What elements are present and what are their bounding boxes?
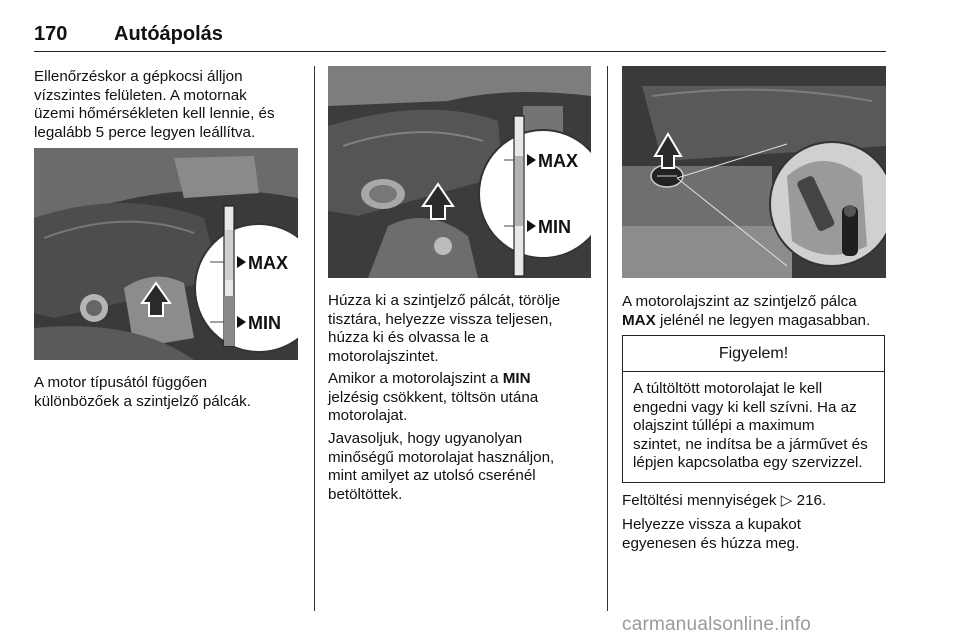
min-paragraph: Amikor a motorolajszint a MIN jelzésig csökkent, töltsön utána motorolajat.	[328, 370, 539, 425]
page-ref-arrow-icon: ▷	[780, 492, 793, 509]
warning-title: Figyelem!	[623, 336, 884, 372]
page-reference-link[interactable]: 216.	[796, 492, 827, 509]
intro-paragraph: Ellenőrzéskor a gépkocsi álljon vízszintes felületen. A motornak üzemi hőmérsékleten kell lennie, és legalább 5 perce legyen leállítva.	[34, 68, 275, 141]
column-divider-1	[314, 66, 315, 611]
fill-quantity-paragraph: Feltöltési mennyiségek ▷ 216.	[622, 492, 827, 509]
watermark: carmanualsonline.info	[622, 614, 812, 635]
min-label: MIN	[538, 217, 571, 237]
max-paragraph: A motorolajszint az szintjelző pálca MAX jelénél ne legyen magasabban.	[622, 293, 871, 329]
cap-paragraph: Helyezze vissza a kupakot egyenesen és húzza meg.	[622, 516, 801, 552]
warning-body: A túltöltött motorolajat le kell engedni vagy ki kell szívni. Ha az olajszint túllépi a maximum szintet, ne indítsa be a járművet és lépjen kapcsolatba egy szervizzel.	[633, 380, 868, 472]
min-emphasis: MIN	[502, 370, 531, 387]
instruction-paragraph: Húzza ki a szintjelző pálcát, törölje tisztára, helyezze vissza teljesen, húzza ki és olvassa le a motorolajszintet.	[328, 292, 561, 365]
warning-box	[622, 335, 885, 483]
max-emphasis: MAX	[622, 311, 656, 329]
max-label: MAX	[538, 151, 578, 171]
min-label: MIN	[248, 313, 281, 333]
engine-photo-3	[622, 66, 886, 278]
caption-paragraph: A motor típusától függően különbözőek a szintjelző pálcák.	[34, 374, 251, 410]
section-title: Autóápolás	[114, 23, 223, 45]
column-divider-2	[607, 66, 608, 611]
engine-photo-2	[328, 66, 591, 278]
max-label: MAX	[248, 253, 288, 273]
recommendation-paragraph: Javasoljuk, hogy ugyanolyan minőségű motorolajat használjon, mint amilyet az utolsó cserénél betöltöttek.	[328, 430, 555, 503]
page-number: 170	[34, 23, 68, 45]
engine-photo-1	[34, 148, 298, 360]
page-header	[34, 22, 886, 52]
